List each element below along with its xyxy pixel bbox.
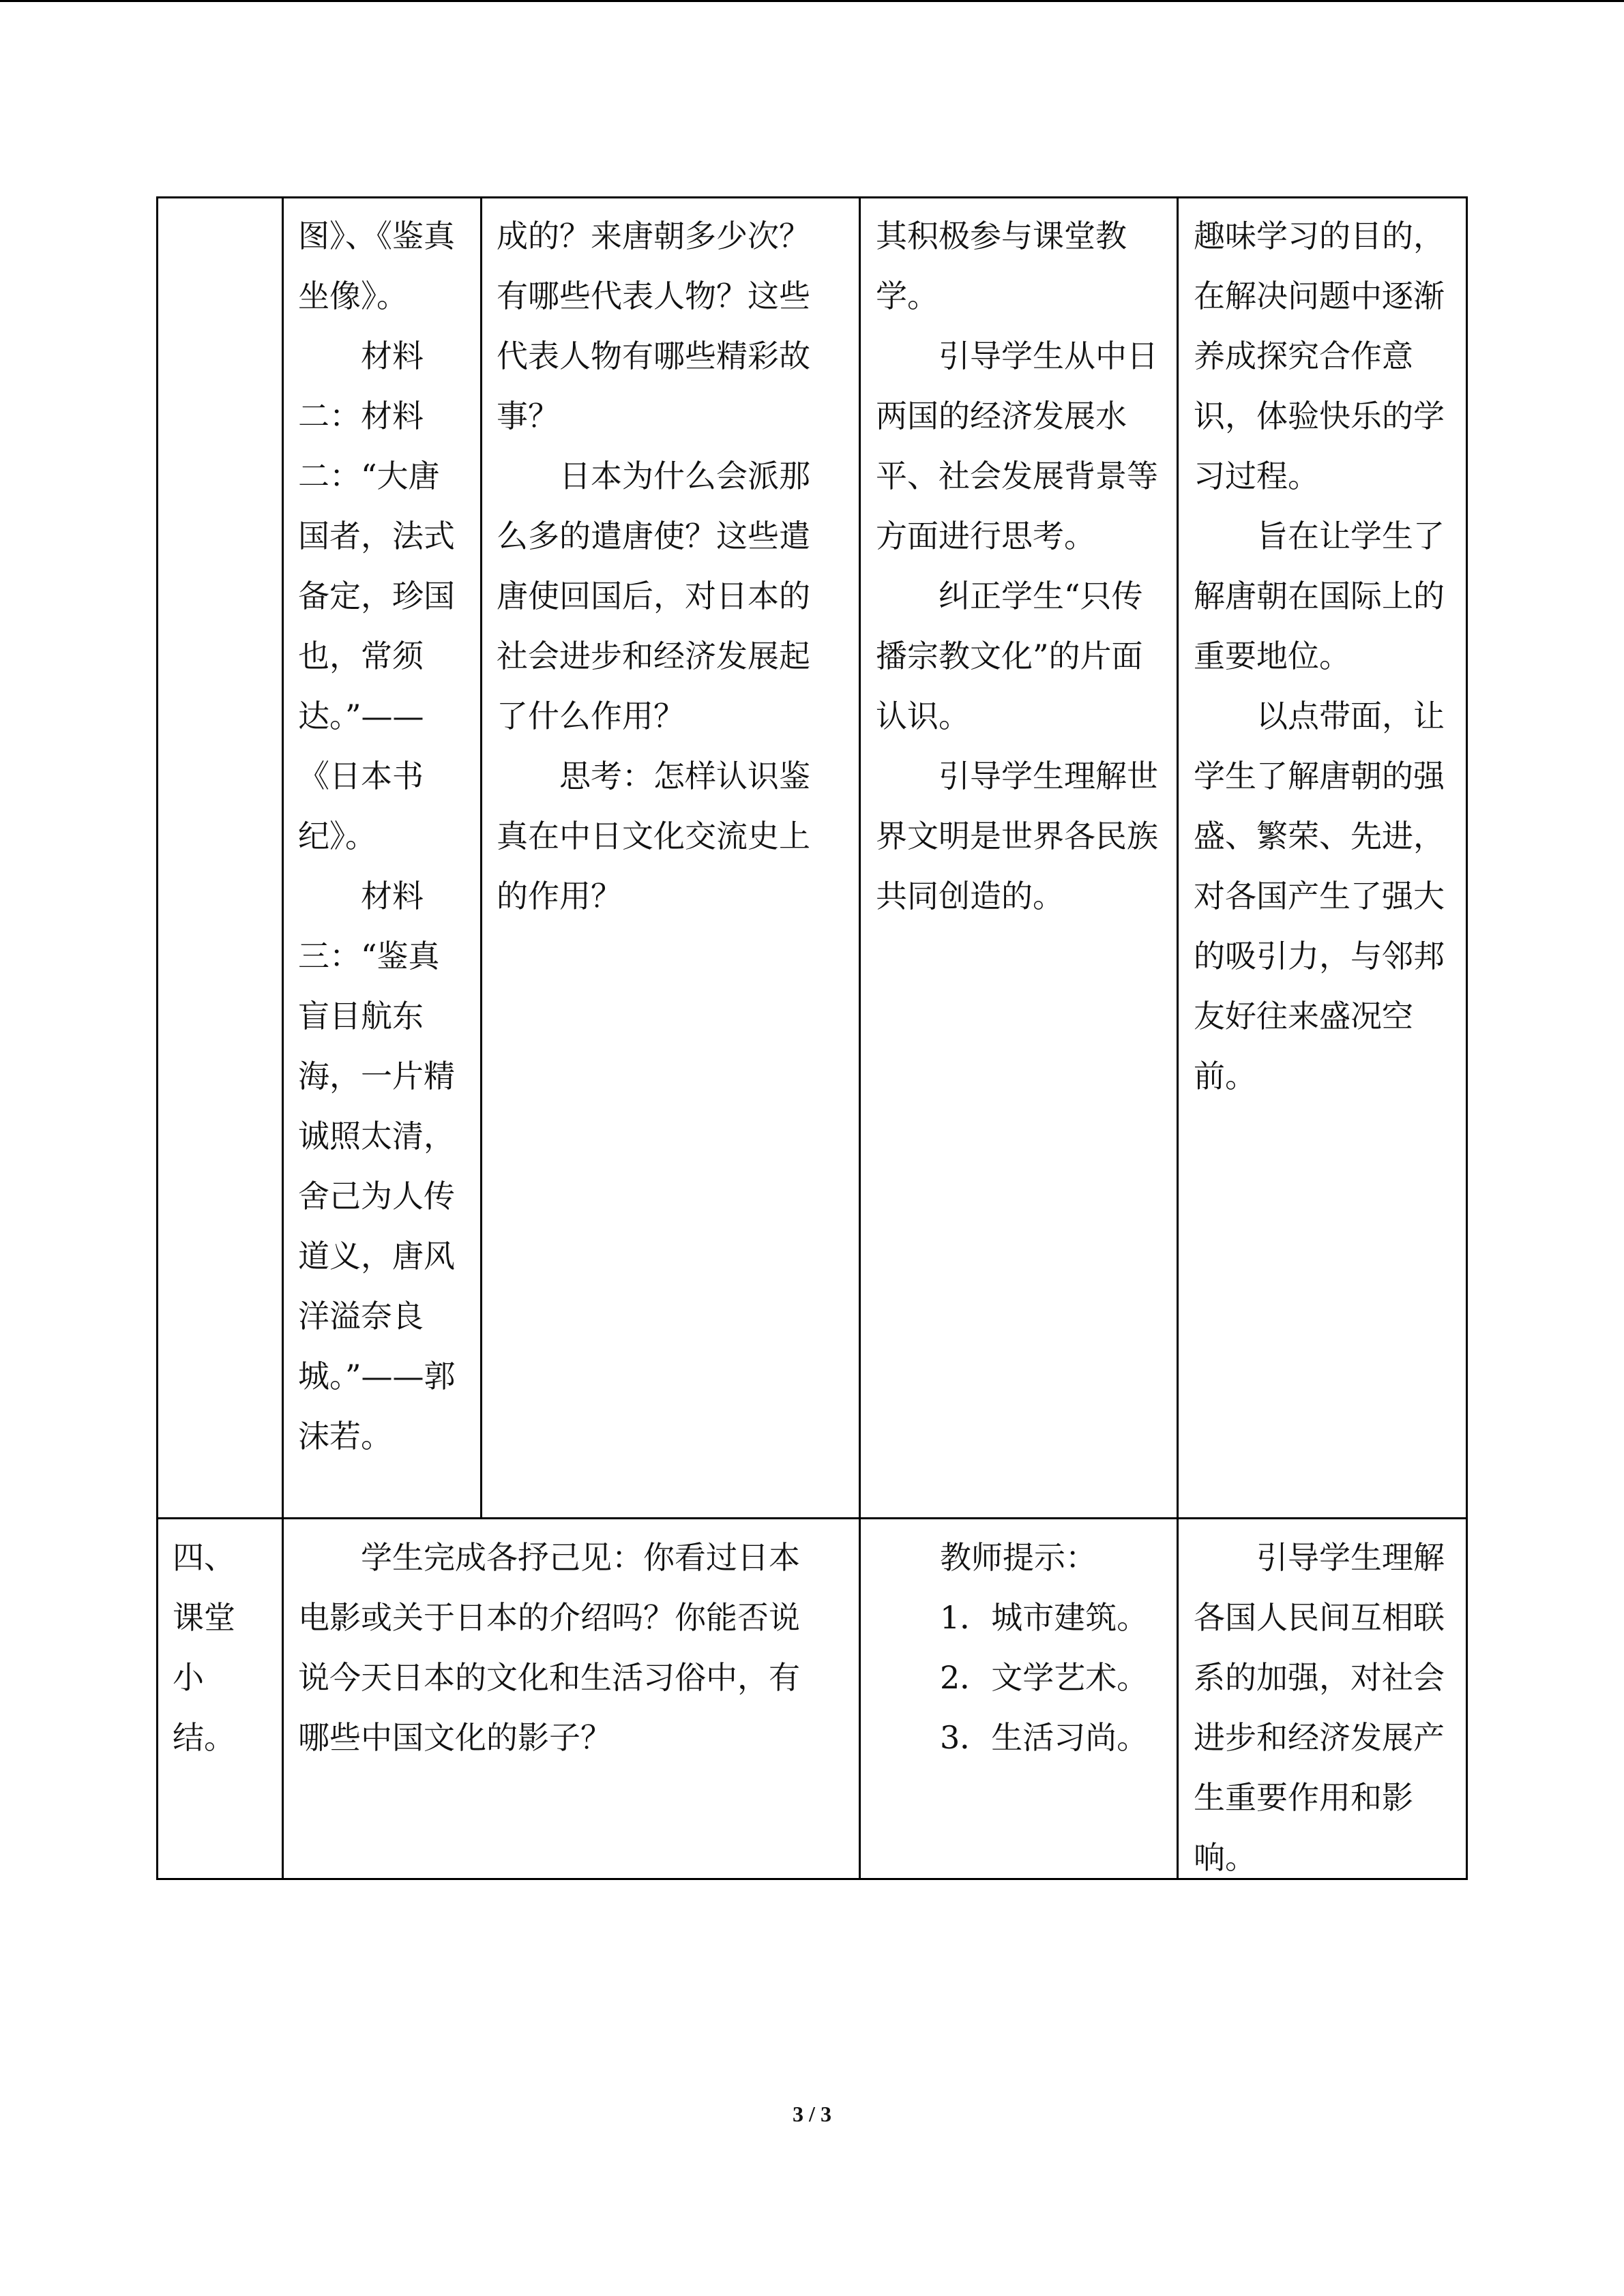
page-number: 3 / 3 [793,2102,831,2126]
row2-teacher-tips-cell [940,1527,1172,1768]
teacher-tip-item: 1．城市建筑。 [940,1599,1149,1636]
page-top-border [0,0,1624,2]
row2-stage-cell [173,1527,241,1768]
table-right-border [1466,196,1468,1880]
row1-purpose-cell [1194,206,1453,1106]
purpose-text: 引导学生理解各国人民间互相联系的加强，对社会进步和经济发展产生重要作用和影响。 [1194,1539,1445,1876]
purpose-text: 旨在让学生了解唐朝在国际上的重要地位。 [1194,518,1445,674]
teacher-tip-item: 2．文学艺术。 [940,1659,1149,1696]
row1-teacher-guidance-cell [876,206,1160,926]
column-divider-3 [859,196,861,1880]
column-divider-1 [282,196,284,1880]
materials-text: 材料三：“鉴真盲目航东海，一片精诚照太清，舍己为人传道义，唐风洋溢奈良城。”——郭沫若。 [298,878,456,1455]
materials-text: 材料二：材料二：“大唐国者，法式备定，珍国也，常须达。”——《日本书纪》。 [298,338,455,854]
teacher-tip-title: 教师提示： [940,1539,1097,1576]
row1-materials-cell [298,206,467,1466]
guidance-text: 其积极参与课堂教学。 [876,218,1127,314]
row-divider [156,1517,1468,1519]
questions-text: 成的？来唐朝多少次？有哪些代表人物？这些代表人物有哪些精彩故事？ [497,218,810,434]
teacher-tip-item: 3．生活习尚。 [940,1719,1149,1756]
row1-questions-cell [497,206,831,926]
row2-purpose-cell [1194,1527,1453,1888]
stage-label: 四、课堂小结。 [173,1539,235,1756]
table-top-border [156,196,1468,198]
materials-text: 图》、《鉴真坐像》。 [298,218,455,314]
column-divider-4 [1177,196,1179,1880]
row2-activity-cell [298,1527,830,1768]
purpose-text: 以点带面，让学生了解唐朝的强盛、繁荣、先进，对各国产生了强大的吸引力，与邻邦友好往来盛况空前。 [1194,698,1445,1094]
column-divider-2 [480,196,482,1519]
guidance-text: 引导学生理解世界文明是世界各民族共同创造的。 [876,758,1158,914]
purpose-text: 趣味学习的目的，在解决问题中逐渐养成探究合作意识，体验快乐的学习过程。 [1194,218,1445,494]
guidance-text: 引导学生从中日两国的经济发展水平、社会发展背景等方面进行思考。 [876,338,1158,554]
questions-text: 思考：怎样认识鉴真在中日文化交流史上的作用？ [497,758,810,914]
guidance-text: 纠正学生“只传播宗教文化”的片面认识。 [876,578,1143,734]
table-left-border [156,196,158,1880]
activity-text: 学生完成各抒己见：你看过日本电影或关于日本的介绍吗？你能否说说今天日本的文化和生活习俗中，有哪些中国文化的影子？ [298,1539,800,1756]
questions-text: 日本为什么会派那么多的遣唐使？这些遣唐使回国后，对日本的社会进步和经济发展起了什么作用？ [497,458,810,734]
